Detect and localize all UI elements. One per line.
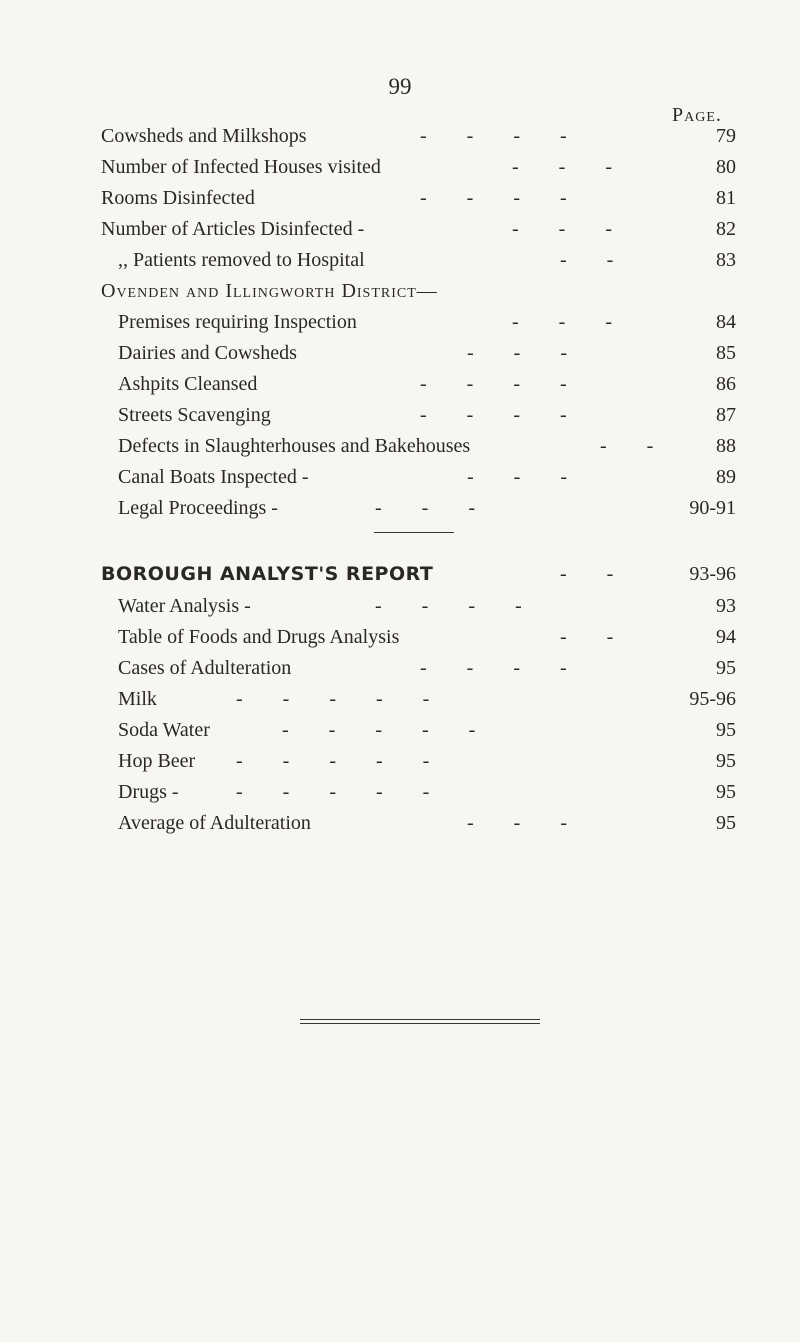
index-entry	[0, 652, 800, 684]
entry-leaders: - - - - -	[236, 781, 430, 803]
entry-label: Rooms Disinfected	[101, 187, 255, 209]
entry-label: Soda Water	[118, 719, 210, 741]
entry-label: Water Analysis -	[118, 595, 251, 617]
entry-leaders: - - -	[467, 342, 567, 364]
entry-page: 86	[716, 373, 736, 395]
entry-label: Average of Adulteration	[118, 812, 311, 834]
entry-page: 87	[716, 404, 736, 426]
entry-leaders: - - -	[467, 466, 567, 488]
entry-page: 84	[716, 311, 736, 333]
index-entry	[0, 244, 800, 276]
entry-page: 88	[716, 435, 736, 457]
entry-leaders: - - -	[467, 812, 567, 834]
entry-page: 82	[716, 218, 736, 240]
entry-page: 95	[716, 750, 736, 772]
entry-leaders: - - -	[375, 497, 475, 519]
entry-page: 85	[716, 342, 736, 364]
entry-page: 80	[716, 156, 736, 178]
entry-label: Milk	[118, 688, 157, 710]
index-entry	[0, 807, 800, 839]
entry-leaders: - - - -	[420, 404, 567, 426]
index-entry	[0, 621, 800, 653]
section-heading: BOROUGH ANALYST'S REPORT	[101, 563, 434, 585]
section-divider	[374, 532, 454, 533]
entry-label: Defects in Slaughterhouses and Bakehouses	[118, 435, 471, 457]
entry-leaders: - - - - -	[236, 750, 430, 772]
index-entry	[0, 368, 800, 400]
entry-page: 95	[716, 781, 736, 803]
index-entry	[0, 151, 800, 183]
index-entry	[0, 213, 800, 245]
district-heading-label: Ovenden and Illingworth District—	[101, 280, 438, 302]
entry-page: 95-96	[689, 688, 736, 710]
index-entry	[0, 714, 800, 746]
entry-label: Dairies and Cowsheds	[118, 342, 297, 364]
index-entry	[0, 683, 800, 715]
entry-leaders: - - - -	[420, 187, 567, 209]
entry-label: Premises requiring Inspection	[118, 311, 357, 333]
entry-page: 94	[716, 626, 736, 648]
entry-page: 79	[716, 125, 736, 147]
entry-page: 95	[716, 657, 736, 679]
entry-page: 95	[716, 719, 736, 741]
entry-label: Drugs -	[118, 781, 179, 803]
entry-label: Number of Articles Disinfected -	[101, 218, 365, 240]
page-number: 99	[388, 74, 412, 99]
entry-leaders: - - - -	[420, 373, 567, 395]
entry-page: 90-91	[689, 497, 736, 519]
index-entry	[0, 337, 800, 369]
entry-label: Cowsheds and Milkshops	[101, 125, 307, 147]
column-heading: Page.	[672, 104, 722, 126]
entry-leaders: - -	[560, 626, 614, 648]
index-entry	[0, 120, 800, 152]
district-heading	[0, 275, 800, 307]
index-entry	[0, 492, 800, 524]
entry-page: 95	[716, 812, 736, 834]
entry-label: Ashpits Cleansed	[118, 373, 258, 395]
entry-leaders: - - - -	[420, 657, 567, 679]
end-rule-bottom	[300, 1023, 540, 1024]
entry-label: Canal Boats Inspected -	[118, 466, 309, 488]
index-entry	[0, 306, 800, 338]
entry-leaders: - - -	[512, 156, 612, 178]
entry-label: Hop Beer	[118, 750, 196, 772]
end-rule-top	[300, 1019, 540, 1020]
index-entry	[0, 461, 800, 493]
entry-label: Cases of Adulteration	[118, 657, 292, 679]
entry-leaders: - - -	[512, 311, 612, 333]
entry-leaders: - - - -	[420, 125, 567, 147]
section-heading-row	[0, 558, 800, 590]
entry-label: Streets Scavenging	[118, 404, 271, 426]
entry-label: Table of Foods and Drugs Analysis	[118, 626, 400, 648]
entry-leaders: - - -	[512, 218, 612, 240]
index-entry	[0, 745, 800, 777]
entry-page: 93	[716, 595, 736, 617]
entry-page: 93-96	[689, 563, 736, 585]
entry-leaders: - - - - -	[282, 719, 476, 741]
entry-label: Number of Infected Houses visited	[101, 156, 381, 178]
entry-leaders: - - - - -	[236, 688, 430, 710]
index-entry	[0, 590, 800, 622]
entry-leaders: - -	[600, 435, 654, 457]
entry-page: 81	[716, 187, 736, 209]
index-entry	[0, 776, 800, 808]
index-entry	[0, 399, 800, 431]
index-entry	[0, 430, 800, 462]
entry-label: ,, Patients removed to Hospital	[118, 249, 365, 271]
entry-page: 83	[716, 249, 736, 271]
entry-page: 89	[716, 466, 736, 488]
entry-leaders: - -	[560, 249, 614, 271]
entry-leaders: - - - -	[375, 595, 522, 617]
entry-label: Legal Proceedings -	[118, 497, 278, 519]
index-entry	[0, 182, 800, 214]
entry-leaders: - -	[560, 563, 614, 585]
